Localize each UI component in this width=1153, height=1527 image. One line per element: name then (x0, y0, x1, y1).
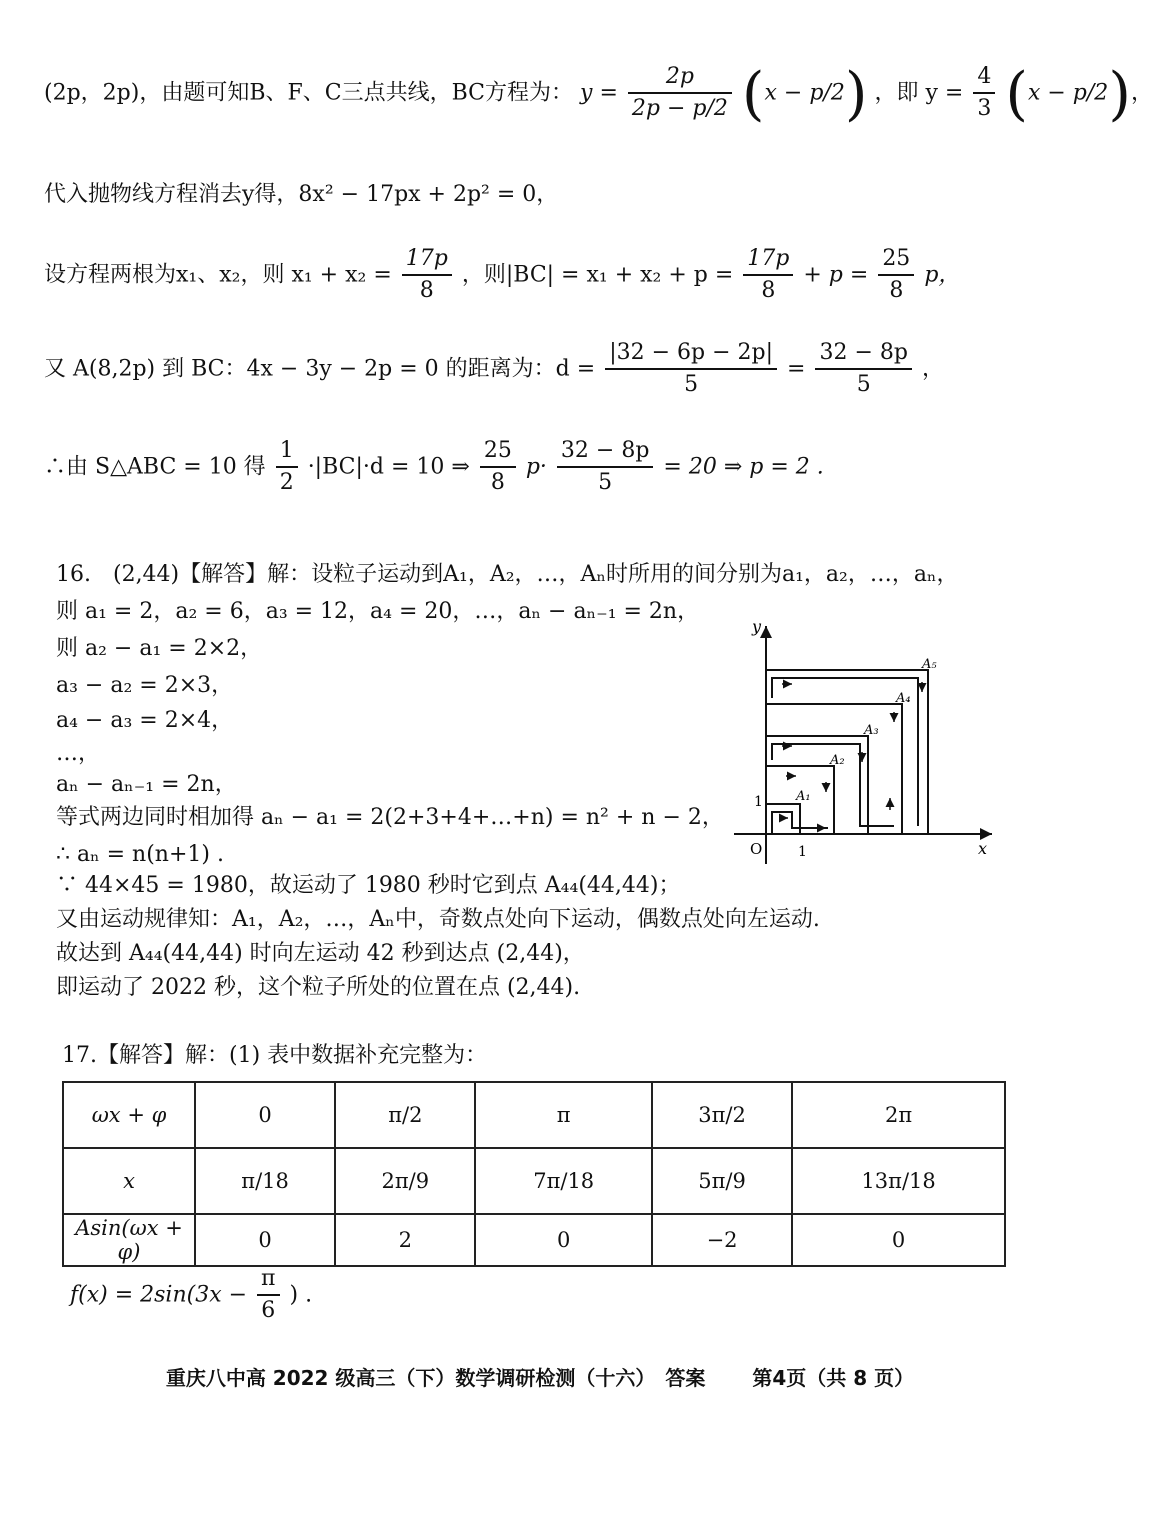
table-cell: 2 (335, 1214, 475, 1266)
table-cell: 0 (195, 1214, 335, 1266)
table-cell: 0 (792, 1214, 1005, 1266)
q16-line-11: 又由运动规律知：A₁，A₂，…，Aₙ中，奇数点处向下运动，偶数点处向左运动. (56, 907, 820, 932)
line1-paren: x − p/2 (764, 80, 845, 106)
point-A3: A₃ (864, 723, 879, 738)
q16-line-5: a₄ − a₃ = 2×4， (56, 708, 234, 733)
table-cell: 0 (475, 1214, 652, 1266)
q16-line-9: ∴ aₙ = n(n+1) . (56, 842, 224, 867)
line1-fraction: $\frac{2p}{2p - p/2}$ (628, 64, 732, 123)
point-A5: A₅ (922, 657, 937, 672)
table-row (63, 1148, 1005, 1214)
table-cell: 3π/2 (652, 1082, 792, 1148)
table-cell: 0 (195, 1082, 335, 1148)
area-line: ∴由 S△ABC = 10 得 $\frac{1}{2}$ ·|BC|·d = 10 ⇒ $\frac{25}{8}$ p· $\frac{32 - 8p}{5}$ = 20 ⇒ p = 2 . (44, 438, 824, 496)
table-header: x (63, 1148, 195, 1214)
q16-line-6: …， (56, 741, 101, 766)
q16-line-13: 即运动了 2022 秒，这个粒子所处的位置在点 (2,44). (56, 975, 581, 1000)
q16-line-12: 故达到 A₄₄(44,44) 时向左运动 42 秒到达点 (2,44)， (56, 941, 585, 966)
q16-line-8: 等式两边同时相加得 aₙ − a₁ = 2(2+3+4+…+n) = n² + n − 2， (56, 805, 724, 830)
origin-label: O (750, 840, 763, 858)
table-header: Asin(ωx + φ) (63, 1214, 195, 1266)
x-tick-1: 1 (798, 844, 807, 860)
y-axis-label: y (752, 617, 762, 636)
page-footer (0, 1362, 1080, 1391)
y-tick-1: 1 (754, 794, 763, 810)
point-A2: A₂ (830, 753, 845, 768)
bc-equation-line: (2p，2p)，由题可知B、F、C三点共线，BC方程为： y = $\frac{2p}{2p - p/2}$ (x − p/2) ，即 y = $\frac{4}{3}$ (x − p/2)， (44, 59, 1153, 128)
q16-line-10: ∵ 44×45 = 1980，故运动了 1980 秒时它到点 A₄₄(44,44)； (56, 873, 681, 898)
q17-title: 17.【解答】解：(1) 表中数据补充完整为： (62, 1043, 488, 1068)
table-cell: π/18 (195, 1148, 335, 1214)
particle-path-diagram (730, 612, 1000, 872)
footer-school: 重庆八中高 2022 级高三（下）数学调研检测（十六） 答案 (165, 1366, 706, 1390)
values-table (62, 1081, 1006, 1267)
table-cell: 13π/18 (792, 1148, 1005, 1214)
table-row (63, 1214, 1005, 1266)
line1-fraction2: $\frac{4}{3}$ (973, 64, 995, 123)
table-cell: 2π/9 (335, 1148, 475, 1214)
footer-page: 第4页（共 8 页） (752, 1366, 915, 1390)
table-cell: 5π/9 (652, 1148, 792, 1214)
line1-prefix: (2p，2p)，由题可知B、F、C三点共线，BC方程为： (44, 80, 574, 106)
fx-result: f(x) = 2sin(3x − $\frac{\pi}{6}$ ) . (70, 1266, 313, 1324)
table-cell: π (475, 1082, 652, 1148)
table-cell: 7π/18 (475, 1148, 652, 1214)
q16-line-3: 则 a₂ − a₁ = 2×2， (56, 636, 263, 661)
table-cell: π/2 (335, 1082, 475, 1148)
q16-line-2: 则 a₁ = 2，a₂ = 6，a₃ = 12，a₄ = 20，…，aₙ − aₙ₋₁ = 2n， (56, 599, 700, 624)
q16-line-7: aₙ − aₙ₋₁ = 2n， (56, 772, 237, 797)
line1-paren2: x − p/2 (1027, 80, 1109, 106)
table-cell: −2 (652, 1214, 792, 1266)
point-A4: A₄ (896, 691, 911, 706)
point-A1: A₁ (796, 789, 811, 804)
q16-line-1: 16. (2,44)【解答】解：设粒子运动到A₁，A₂，…，Aₙ时所用的间分别为a₁，a₂，…，aₙ， (56, 562, 959, 587)
q16-line-4: a₃ − a₂ = 2×3， (56, 673, 234, 698)
roots-line: 设方程两根为x₁、x₂，则 x₁ + x₂ = $\frac{17p}{8}$ ，则|BC| = x₁ + x₂ + p = $\frac{17p}{8}$ + p = $\frac{25}{8}$ p， (44, 246, 961, 304)
x-axis-label: x (978, 839, 988, 858)
table-header: ωx + φ (63, 1082, 195, 1148)
table-cell: 2π (792, 1082, 1005, 1148)
distance-line: 又 A(8,2p) 到 BC：4x − 3y − 2p = 0 的距离为：d = $\frac{|32 - 6p - 2p|}{5}$ = $\frac{32 - 8p}{5}$ ， (44, 340, 944, 398)
substitute-line: 代入抛物线方程消去y得，8x² − 17px + 2p² = 0， (44, 182, 559, 207)
line1-mid: ，即 y = (874, 80, 964, 106)
table-row (63, 1082, 1005, 1148)
line1-y: y = (580, 80, 618, 106)
